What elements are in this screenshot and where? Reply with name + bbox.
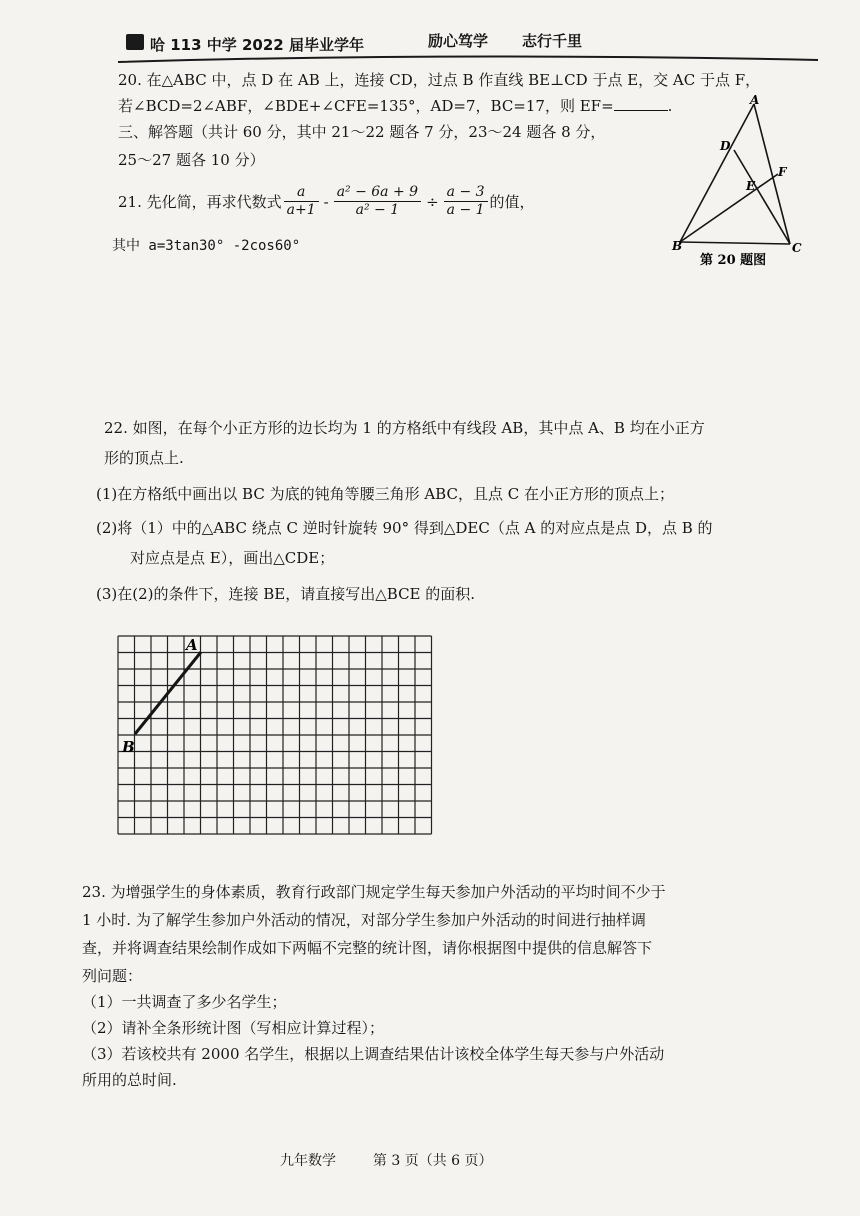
q21-fraction-2 <box>334 184 421 219</box>
q21-fraction-1-numerator: a <box>284 184 319 202</box>
q23-sub-2: （2）请补全条形统计图（写相应计算过程）； <box>82 1019 385 1037</box>
header-divider <box>118 52 818 66</box>
q20-answer-blank <box>614 98 668 111</box>
q20-label-e: E <box>746 179 756 193</box>
q21-fraction-1 <box>284 184 319 219</box>
q23-line-3: 查，并将调查结果绘制作成如下两幅不完整的统计图，请你根据图中提供的信息解答下 <box>82 939 653 957</box>
section3-heading-line-1: 三、解答题（共计 60 分，其中 21～22 题各 7 分，23～24 题各 8 分， <box>118 123 606 141</box>
q23-line-1: 23. 为增强学生的身体素质，教育行政部门规定学生每天参加户外活动的平均时间不少于 <box>82 883 666 901</box>
page-footer <box>280 1150 493 1170</box>
q22-grid-label-b: B <box>122 738 135 756</box>
q21-fraction-1-denominator: a+1 <box>286 202 316 218</box>
q21-divide-sign: ÷ <box>426 192 439 211</box>
q22-line-2: 形的顶点上. <box>104 449 184 467</box>
q21-fraction-2-denominator: a² − 1 <box>355 202 400 218</box>
q23-line-4: 列问题： <box>82 967 143 985</box>
q21-fraction-2-numerator: a² − 6a + 9 <box>334 184 421 202</box>
header-school-name: 哈 113 中学 2022 届毕业学年 <box>150 36 364 54</box>
footer-subject: 九年数学 <box>280 1153 336 1169</box>
q21-prefix: 21. 先化简，再求代数式 <box>118 193 282 211</box>
q21-minus-sign: - <box>323 192 329 211</box>
q20-triangle-figure <box>668 92 808 272</box>
section3-heading-line-2: 25～27 题各 10 分） <box>118 151 265 169</box>
page-header <box>126 28 816 62</box>
q23-sub-3b: 所用的总时间. <box>82 1071 177 1089</box>
header-motto-1: 励心笃学 <box>428 32 489 50</box>
q20-label-a: A <box>750 93 760 107</box>
q20-label-b: B <box>672 239 683 253</box>
q22-grid-paper[interactable] <box>110 630 440 840</box>
q23-sub-1: （1）一共调查了多少名学生； <box>82 993 287 1011</box>
q20-label-c: C <box>792 241 802 255</box>
q20-label-d: D <box>720 139 731 153</box>
q21-fraction-3-denominator: a − 1 <box>446 202 485 218</box>
school-logo-icon <box>126 34 144 50</box>
q20-line-2-end: . <box>667 97 673 115</box>
footer-page-number: 第 3 页（共 6 页） <box>372 1153 493 1169</box>
q21-suffix: 的值， <box>489 193 535 211</box>
q23-sub-3a: （3）若该校共有 2000 名学生，根据以上调查结果估计该校全体学生每天参与户外活动 <box>82 1045 665 1063</box>
q23-line-2: 1 小时. 为了解学生参加户外活动的情况，对部分学生参加户外活动的时间进行抽样调 <box>82 911 646 929</box>
q21-expression <box>118 184 535 219</box>
q20-label-f: F <box>778 165 787 179</box>
q22-sub-1: (1)在方格纸中画出以 BC 为底的钝角等腰三角形 ABC，且点 C 在小正方形的顶点上； <box>96 485 674 503</box>
q22-sub-2b: 对应点是点 E），画出△CDE； <box>130 549 335 567</box>
q22-line-1: 22. 如图，在每个小正方形的边长均为 1 的方格纸中有线段 AB，其中点 A、B 均在小正方 <box>104 419 705 437</box>
q22-grid-label-a: A <box>186 636 198 654</box>
q22-sub-3: (3)在(2)的条件下，连接 BE，请直接写出△BCE 的面积. <box>96 585 476 603</box>
q20-figure-caption: 第 20 题图 <box>700 253 767 268</box>
q20-line-2 <box>118 96 672 116</box>
q22-sub-2a: (2)将（1）中的△ABC 绕点 C 逆时针旋转 90° 得到△DEC（点 A 的对应点是点 D，点 B 的 <box>96 519 713 537</box>
q21-fraction-3-numerator: a − 3 <box>444 184 488 202</box>
q20-line-1: 20. 在△ABC 中，点 D 在 AB 上，连接 CD，过点 B 作直线 BE⊥CD 于点 E，交 AC 于点 F， <box>118 71 761 89</box>
q21-condition: 其中 a=3tan30° -2cos60° <box>112 238 301 254</box>
header-motto-2: 志行千里 <box>522 32 583 50</box>
q20-line-2-text: 若∠BCD=2∠ABF，∠BDE+∠CFE=135°，AD=7，BC=17，则 EF= <box>118 97 614 115</box>
q21-fraction-3 <box>444 184 488 219</box>
